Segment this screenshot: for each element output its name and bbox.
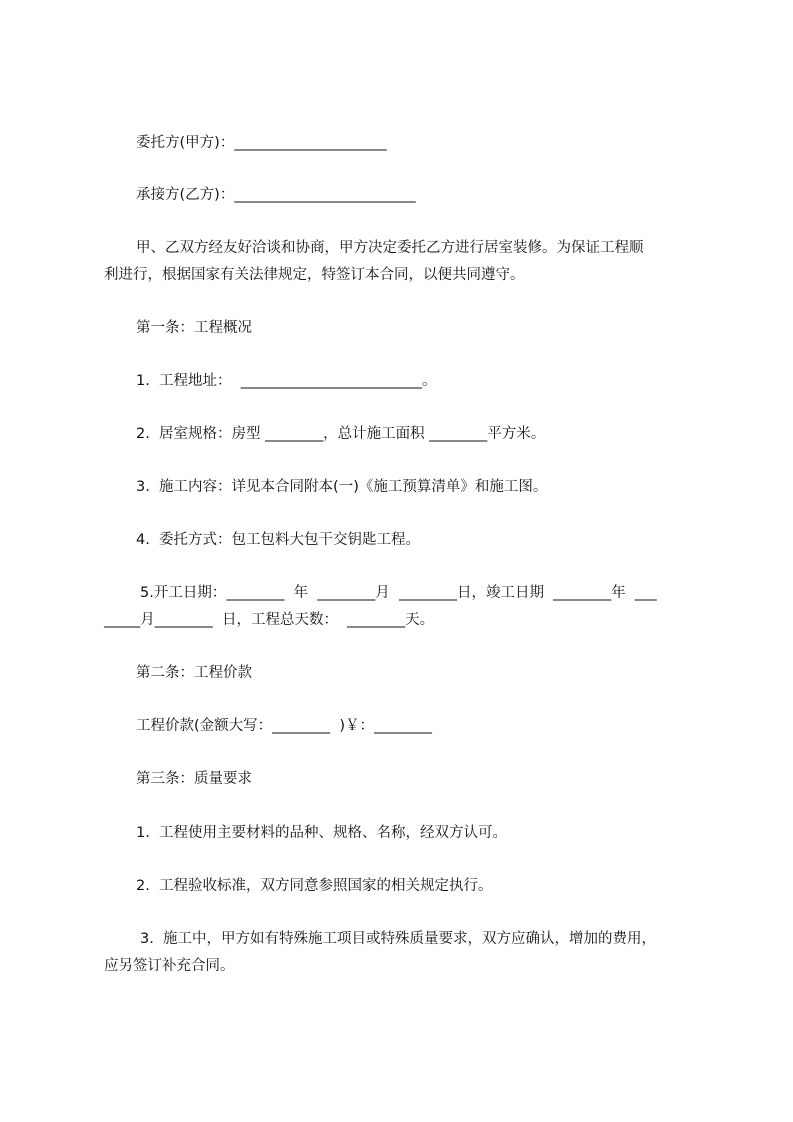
preamble-line-1: 甲、乙双方经友好洽谈和协商，甲方决定委托乙方进行居室装修。为保证工程顺 xyxy=(136,240,644,256)
materials-line: 1. 工程使用主要材料的品种、规格、名称，经双方认可。 xyxy=(136,825,508,841)
article-1-heading: 第一条：工程概况 xyxy=(136,320,252,336)
project-address-line: 1. 工程地址： _________________________。 xyxy=(136,373,437,389)
schedule-line-2: _____月________ 日，工程总天数： ________天。 xyxy=(104,612,435,628)
preamble-line-2: 利进行，根据国家有关法律规定，特签订本合同，以便共同遵守。 xyxy=(104,267,525,283)
article-3-heading: 第三条：质量要求 xyxy=(136,771,252,787)
client-party-line: 委托方(甲方)：_____________________ xyxy=(136,135,387,151)
schedule-line-1: 5.开工日期：________ 年 ________月 ________日，竣工日期 ________年 ___ xyxy=(140,585,657,601)
acceptance-standard-line: 2. 工程验收标准，双方同意参照国家的相关规定执行。 xyxy=(136,878,493,894)
special-requirements-line-2: 应另签订补充合同。 xyxy=(104,958,235,974)
special-requirements-line-1: 3. 施工中，甲方如有特殊施工项目或特殊质量要求，双方应确认，增加的费用， xyxy=(140,931,657,947)
room-spec-line: 2. 居室规格：房型 ________，总计施工面积 ________平方米。 xyxy=(136,426,546,442)
article-2-heading: 第二条：工程价款 xyxy=(136,665,252,681)
project-price-line: 工程价款(金额大写：________ )￥：________ xyxy=(136,718,433,734)
commission-method-line: 4. 委托方式：包工包料大包干交钥匙工程。 xyxy=(136,532,421,548)
construction-content-line: 3. 施工内容：详见本合同附本(一)《施工预算清单》和施工图。 xyxy=(136,479,548,495)
contractor-party-line: 承接方(乙方)：_________________________ xyxy=(136,187,416,203)
